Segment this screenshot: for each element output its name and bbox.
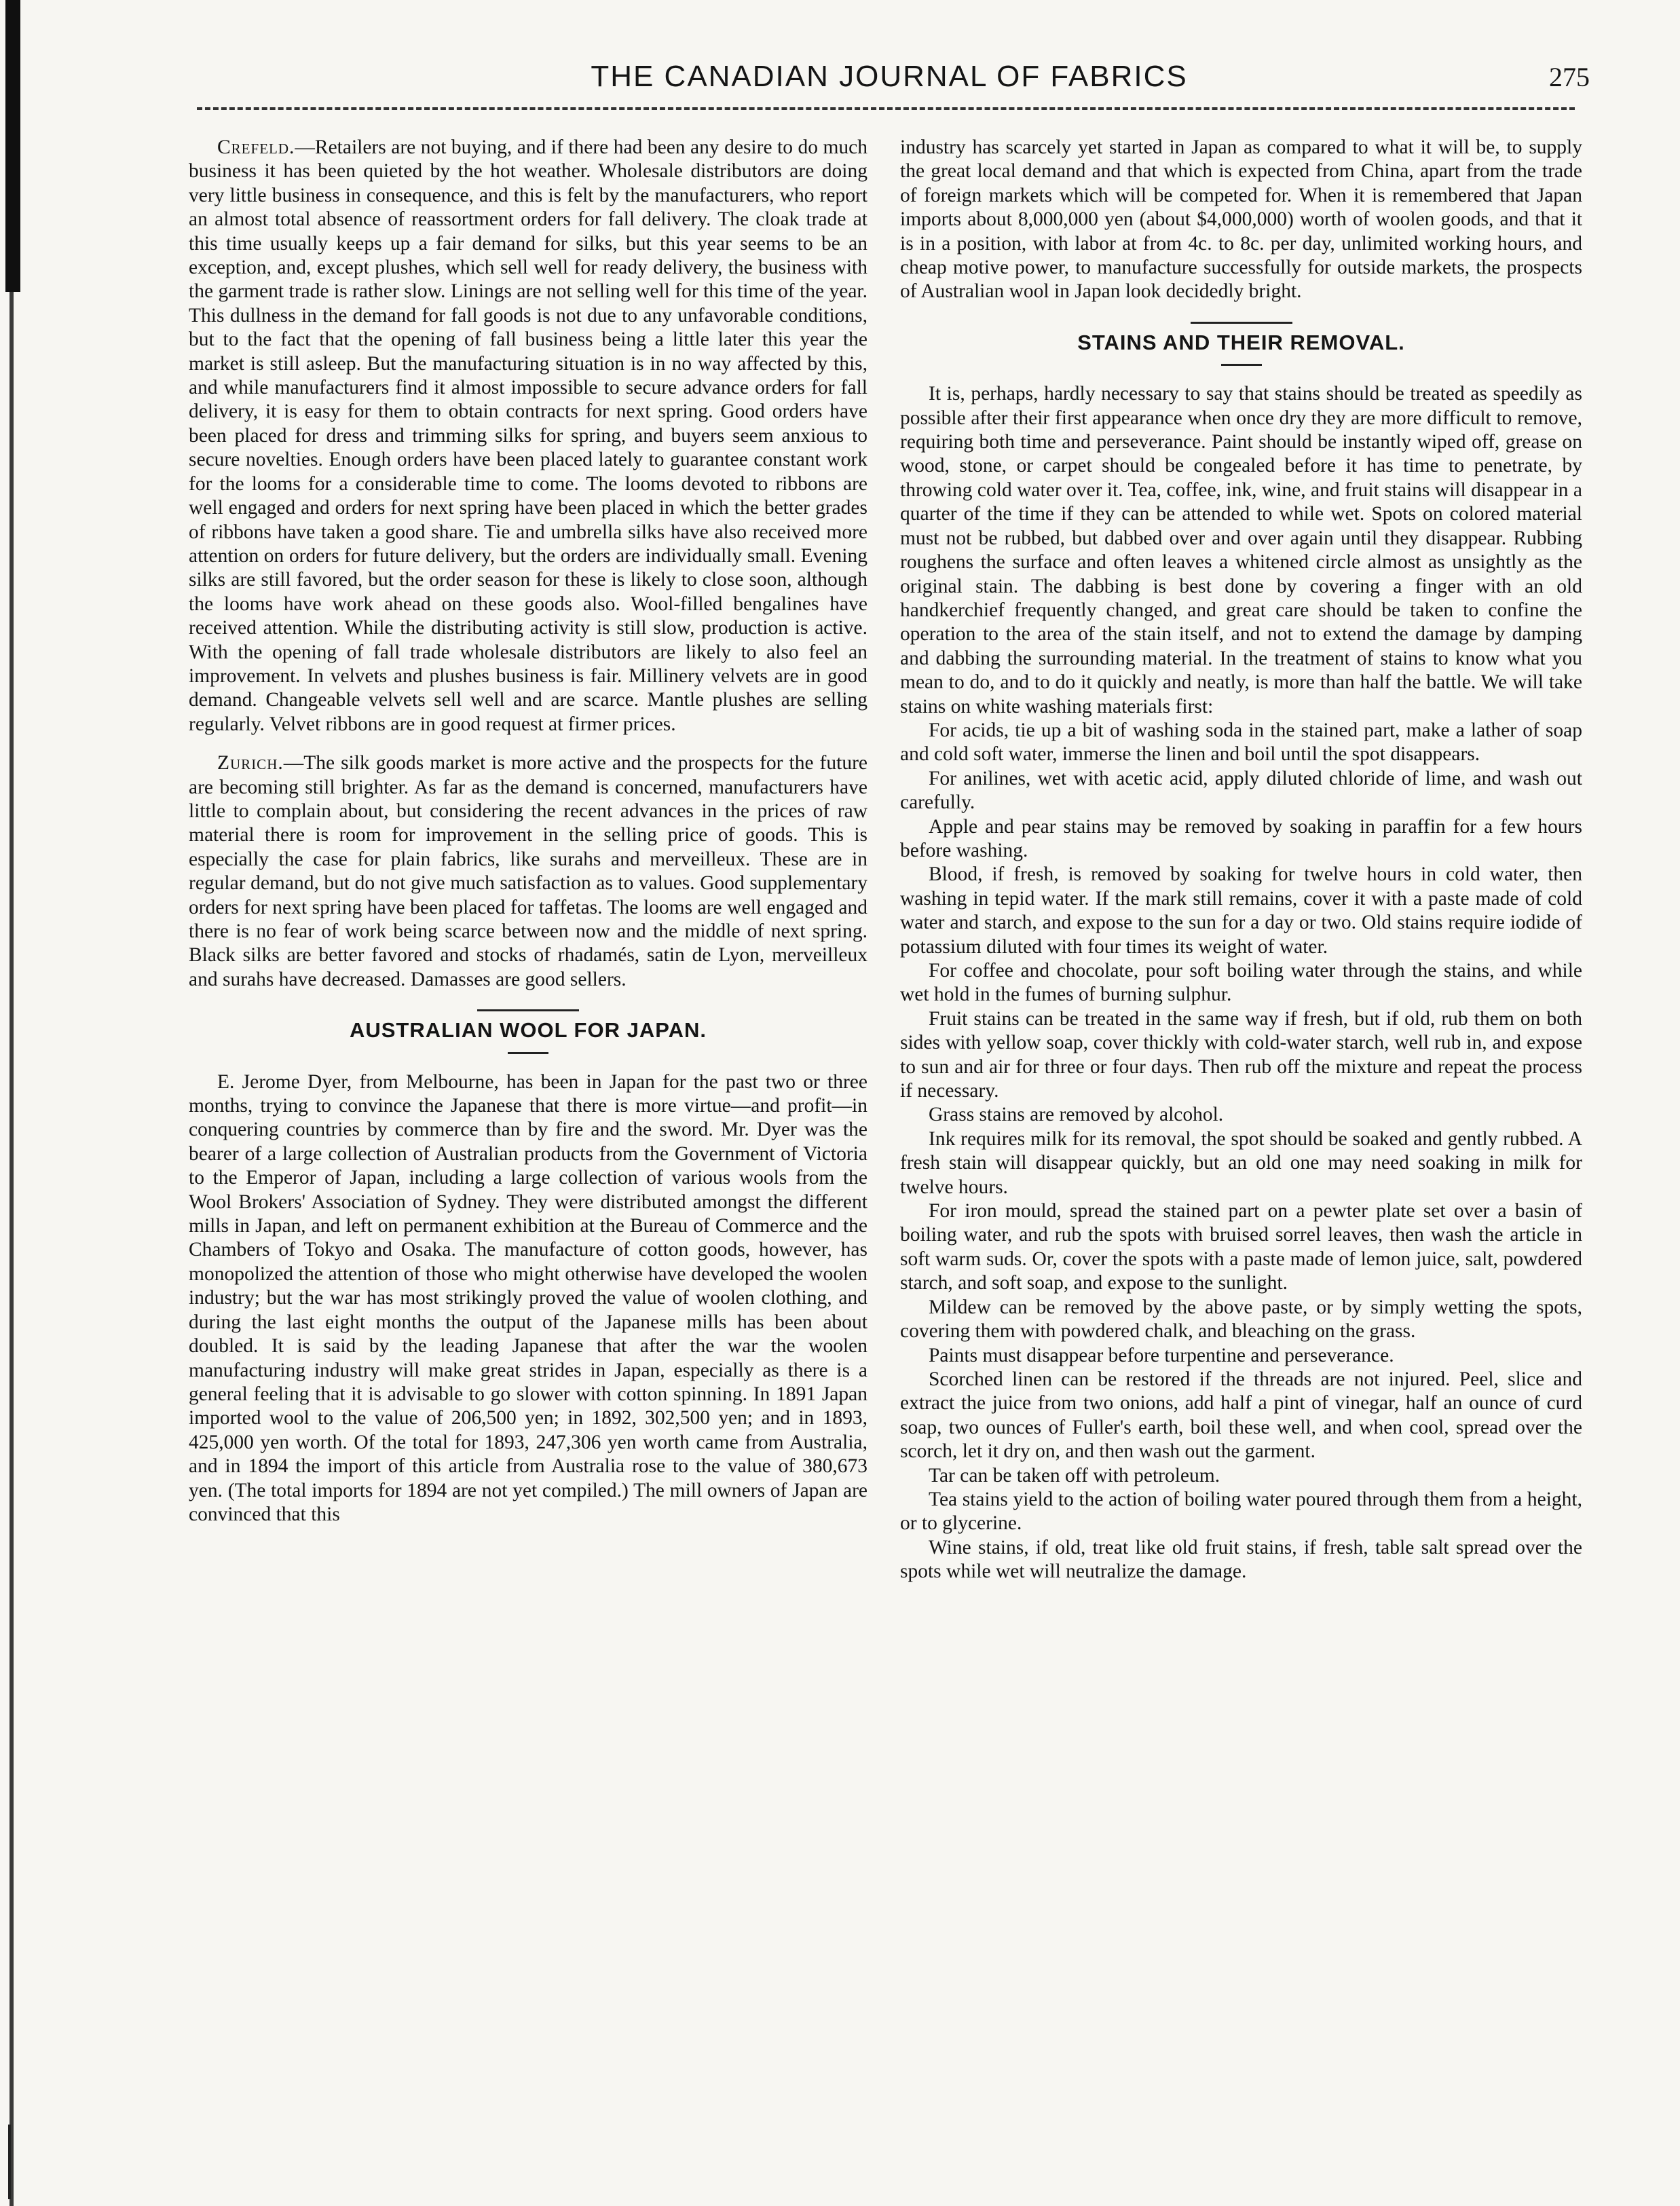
stains-paragraph-tea: Tea stains yield to the action of boiling water poured through them from a height, or to glycerine. — [900, 1488, 1582, 1535]
stains-paragraph-fruit: Fruit stains can be treated in the same way if fresh, but if old, rub them on both sides with yellow soap, cover thickly with cold-water starch, well rub in, and expose to sun and air for three or four days. Then rub off the mixture and repeat the process if necessary. — [900, 1007, 1582, 1102]
heading-underline — [1221, 364, 1262, 366]
stains-paragraph-iron-mould: For iron mould, spread the stained part on a pewter plate set over a basin of boiling water, and rub the spots with bruised sorrel leaves, then wash the article in soft warm suds. Or, cover the spots with a paste made of lemon juice, salt, powdered starch, and soft soap, and expose to the sunlight. — [900, 1200, 1582, 1294]
australian-wool-paragraph: E. Jerome Dyer, from Melbourne, has been in Japan for the past two or three months, trying to convince the Japanese that there is more virtue—and profit—in conquering countries by commerce than by fire and the sword. Mr. Dyer was the bearer of a large collection of Australian products from the Government of Victoria to the Emperor of Japan, including a large collection of various wools from the Wool Brokers' Association of Sydney. They were distributed amongst the different mills in Japan, and left on permanent exhibition at the Bureau of Commerce and the Chambers of Tokyo and Osaka. The manufacture of cotton goods, however, has monopolized the attention of those who might otherwise have developed the woolen industry; but the war has most strikingly proved the value of woolen clothing, and during the last eight months the output of the Japanese mills has been about doubled. It is said by the leading Japanese that after the war the woolen manufacturing industry will make great strides in Japan, especially as there is a general feeling that it is advisable to go slower with cotton spinning. In 1891 Japan imported wool to the value of 206,500 yen; in 1892, 302,500 yen; and in 1893, 425,000 yen worth. Of the total for 1893, 247,306 yen worth came from Australia, and in 1894 the import of this article from Australia rose to the value of 380,673 yen. (The total imports for 1894 are not yet compiled.) The mill owners of Japan are convinced that this — [189, 1070, 867, 1525]
left-column — [189, 136, 867, 1527]
stains-paragraph-coffee: For coffee and chocolate, pour soft boiling water through the stains, and while wet hold in the fumes of burning sulphur. — [900, 960, 1582, 1006]
crefeld-lead: Crefeld. — [217, 136, 295, 158]
right-column — [900, 136, 1582, 1584]
page-header — [183, 60, 1595, 107]
stains-paragraph-mildew: Mildew can be removed by the above paste, or by simply wetting the spots, covering them with powdered chalk, and bleaching on the grass. — [900, 1296, 1582, 1343]
section-heading-stains: STAINS AND THEIR REMOVAL. — [1077, 330, 1405, 354]
stains-paragraph-paints: Paints must disappear before turpentine and perseverance. — [929, 1344, 1394, 1366]
stains-paragraph-wine: Wine stains, if old, treat like old fruit stains, if fresh, table salt spread over the spots while wet will neutralize the damage. — [900, 1536, 1582, 1583]
page-binding-line — [10, 292, 14, 2206]
stains-paragraph-intro: It is, perhaps, hardly necessary to say that stains should be treated as speedily as possible after their first appearance when once dry they are more difficult to remove, requiring both time and perseverance. Paint should be instantly wiped off, grease on wood, stone, or carpet should be congealed before it has time to penetrate, by throwing cold water over it. Tea, coffee, ink, wine, and fruit stains will disappear in a quarter of the time if they can be attended to while wet. Spots on colored material must not be rubbed, but dabbed over and over again until they disappear. Rubbing roughens the surface and often leaves a whitened circle almost as unsightly as the original stain. The dabbing is best done by covering a finger with an old handkerchief frequently changed, and great care should be taken to confine the operation to the area of the stain itself, and not to extend the damage by damping and dabbing the surrounding material. In the treatment of stains to know what you mean to do, and to do it quickly and neatly, is more than half the battle. We will take stains on white washing materials first: — [900, 383, 1582, 717]
header-rule — [197, 107, 1575, 110]
zurich-text: —The silk goods market is more active and the prospects for the future are becoming still brighter. As far as the demand is concerned, manufacturers have little to complain about, but considering the recent advances in the prices of raw material there is room for improvement in the selling price of goods. This is especially the case for plain fabrics, like surahs and merveilleux. These are in regular demand, but do not give much satisfaction as to values. Good supplementary orders for next spring have been placed for taffetas. The looms are well engaged and there is no fear of work being scarce between now and the middle of next spring. Black silks are better favored and stocks of rhadamés, satin de Lyon, merveilleux and surahs have decreased. Damasses are good sellers. — [189, 752, 867, 990]
continued-paragraph: industry has scarcely yet started in Japan as compared to what it will be, to supply the great local demand and that which is expected from China, apart from the trade of foreign markets which will be competed for. When it is remembered that Japan imports about 8,000,000 yen (about $4,000,000) worth of woolen goods, and that it is in a position, with labor at from 4c. to 8c. per day, unlimited working hours, and cheap motive power, to manufacture successfully for outside markets, the prospects of Australian wool in Japan look decidedly bright. — [900, 136, 1582, 303]
page-number: 275 — [1549, 62, 1590, 92]
stains-paragraph-apple: Apple and pear stains may be removed by soaking in paraffin for a few hours before washing. — [900, 815, 1582, 861]
section-divider — [477, 1009, 579, 1011]
stains-paragraph-tar: Tar can be taken off with petroleum. — [929, 1464, 1220, 1487]
journal-title: THE CANADIAN JOURNAL OF FABRICS — [591, 60, 1188, 93]
stains-paragraph-ink: Ink requires milk for its removal, the spot should be soaked and gently rubbed. A fresh stain will disappear quickly, but an old one may need soaking in milk for twelve hours. — [900, 1127, 1582, 1198]
stains-paragraph-scorched: Scorched linen can be restored if the threads are not injured. Peel, slice and extract the juice from two onions, add half a pint of vinegar, half an ounce of curd soap, two ounces of Fuller's earth, boil these well, and when cool, spread over the scorch, let it dry on, and then wash out the garment. — [900, 1368, 1582, 1463]
section-divider — [1191, 322, 1292, 324]
crefeld-paragraph — [189, 136, 867, 736]
page-binding-edge — [5, 0, 20, 292]
heading-underline — [508, 1052, 548, 1054]
stains-paragraph-grass: Grass stains are removed by alcohol. — [929, 1104, 1224, 1126]
page-edge-mark — [8, 2125, 11, 2199]
stains-paragraph-anilines: For anilines, wet with acetic acid, apply diluted chloride of lime, and wash out carefully. — [900, 767, 1582, 814]
zurich-lead: Zurich. — [217, 752, 284, 774]
section-heading-australian-wool: AUSTRALIAN WOOL FOR JAPAN. — [349, 1018, 707, 1043]
stains-paragraph-blood: Blood, if fresh, is removed by soaking for twelve hours in cold water, then washing in tepid water. If the mark still remains, cover it with a paste made of cold water and starch, and expose to the sun for a day or two. Old stains require iodide of potassium diluted with four times its weight of water. — [900, 863, 1582, 958]
stains-paragraph-acids: For acids, tie up a bit of washing soda in the stained part, make a lather of soap and cold soft water, immerse the linen and boil until the spot disappears. — [900, 719, 1582, 766]
crefeld-text: —Retailers are not buying, and if there had been any desire to do much business it has been quieted by the hot weather. Wholesale distributors are doing very little business in consequence, and this is felt by the manufacturers, who report an almost total absence of reassortment orders for fall delivery. The cloak trade at this time usually keeps up a fair demand for silks, but this year seems to be an exception, and, except plushes, which sell well for ready delivery, the business with the garment trade is rather slow. Linings are not selling well for this time of the year. This dullness in the demand for fall goods is not due to any unfavorable conditions, but to the fact that the opening of fall business being a little later this year the market is still asleep. But the manufacturing situation is in no way affected by this, and while manufacturers find it almost impossible to secure advance orders for fall delivery, it is easy for them to obtain contracts for next spring. Good orders have been placed for dress and trimming silks for spring, and buyers seem anxious to secure novelties. Enough orders have been placed lately to guarantee constant work for the looms for a considerable time to come. The looms devoted to ribbons are well engaged and orders for next spring have been placed in which the better grades of ribbons have taken a good share. Tie and umbrella silks have also received more attention on orders for future delivery, but the orders are individually small. Evening silks are still favored, but the order season for these is likely to close soon, although the looms have work ahead on these goods also. Wool-filled bengalines have received attention. While the distributing activity is still slow, production is active. With the opening of fall trade wholesale distributors are likely to also feel an improvement. In velvets and plushes business is fair. Millinery velvets are in good demand. Changeable velvets sell well and are scarce. Mantle plushes are selling regularly. Velvet ribbons are in good request at firmer prices. — [189, 136, 867, 735]
zurich-paragraph — [189, 751, 867, 992]
